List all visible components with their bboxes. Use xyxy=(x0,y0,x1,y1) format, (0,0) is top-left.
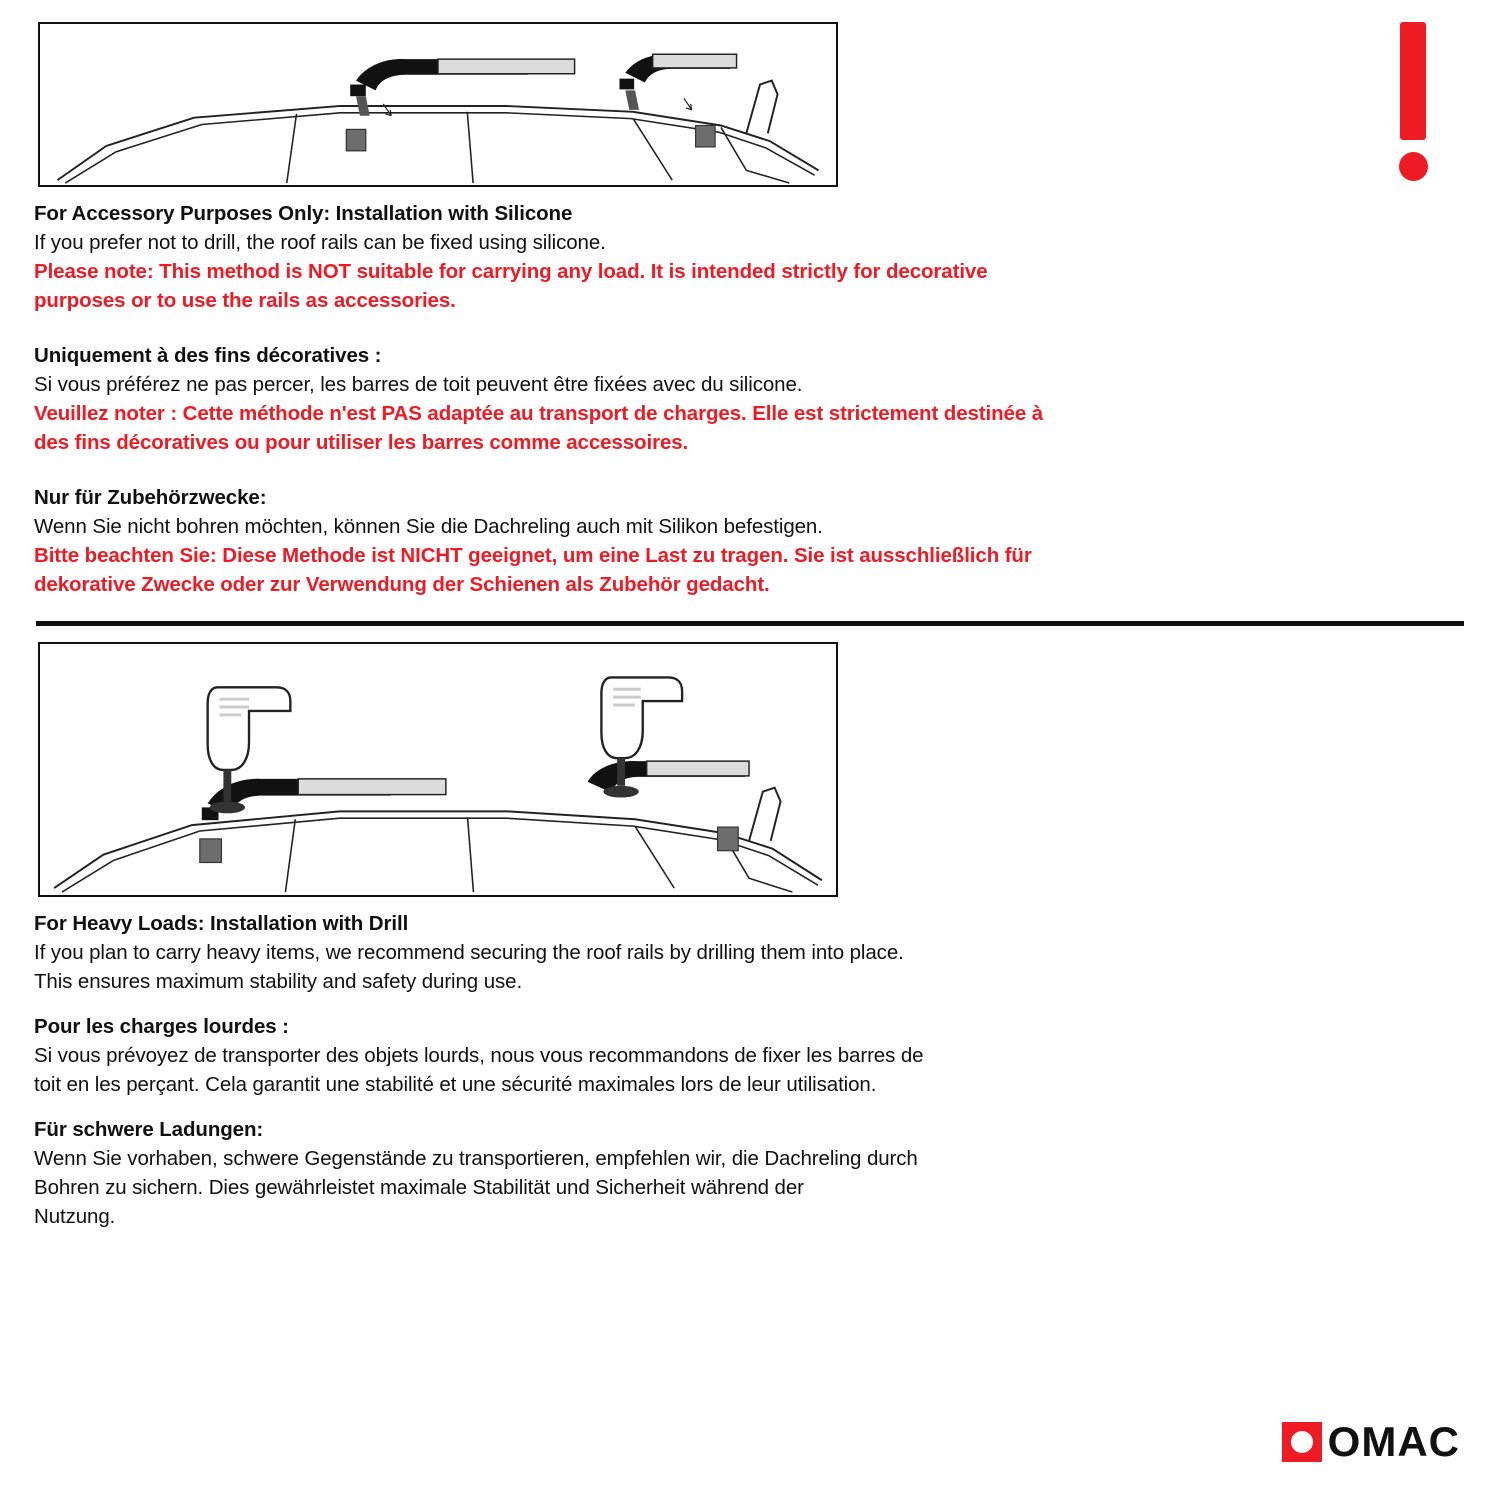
drill-text-block xyxy=(34,909,1466,1231)
silicone-heading-fr: Uniquement à des fins décoratives : xyxy=(34,344,382,367)
exclamation-dot xyxy=(1399,152,1428,181)
omac-logo xyxy=(1282,1418,1460,1466)
drill-body-en-2: This ensures maximum stability and safety during use. xyxy=(34,970,523,993)
silicone-note-en-1: Please note: This method is NOT suitable for carrying any load. It is intended strictly for decorative xyxy=(34,260,988,283)
exclamation-bar xyxy=(1400,22,1426,140)
silicone-body-fr: Si vous préférez ne pas percer, les barres de toit peuvent être fixées avec du silicone. xyxy=(34,373,803,396)
drill-body-fr-2: toit en les perçant. Cela garantit une stabilité et une sécurité maximales lors de leur utilisation. xyxy=(34,1073,877,1096)
drill-installation-illustration xyxy=(38,642,838,897)
silicone-installation-illustration xyxy=(38,22,838,187)
drill-heading-fr: Pour les charges lourdes : xyxy=(34,1015,289,1038)
silicone-note-fr-1: Veuillez noter : Cette méthode n'est PAS adaptée au transport de charges. Elle est strictement destinée à xyxy=(34,402,1044,425)
drill-body-en-1: If you plan to carry heavy items, we recommend securing the roof rails by drilling them into place. xyxy=(34,941,904,964)
omac-logo-text: OMAC xyxy=(1327,1418,1460,1465)
section-divider xyxy=(36,621,1464,626)
silicone-note-en-2: purposes or to use the rails as accessories. xyxy=(34,289,456,312)
silicone-text-block xyxy=(34,199,1466,599)
silicone-note-fr-2: des fins décoratives ou pour utiliser les barres comme accessoires. xyxy=(34,431,689,454)
silicone-note-de-1: Bitte beachten Sie: Diese Methode ist NICHT geeignet, um eine Last zu tragen. Sie ist ausschließlich für xyxy=(34,544,1032,567)
drill-body-de-3: Nutzung. xyxy=(34,1205,116,1228)
exclamation-warning-icon xyxy=(1390,22,1436,181)
silicone-body-de: Wenn Sie nicht bohren möchten, können Sie die Dachreling auch mit Silikon befestigen. xyxy=(34,515,823,538)
silicone-note-de-2: dekorative Zwecke oder zur Verwendung der Schienen als Zubehör gedacht. xyxy=(34,573,770,596)
silicone-heading-en: For Accessory Purposes Only: Installation with Silicone xyxy=(34,202,573,225)
drill-body-de-1: Wenn Sie vorhaben, schwere Gegenstände zu transportieren, empfehlen wir, die Dachreling durch xyxy=(34,1147,918,1170)
omac-logo-mark-icon xyxy=(1282,1422,1322,1462)
drill-heading-en: For Heavy Loads: Installation with Drill xyxy=(34,912,409,935)
silicone-heading-de: Nur für Zubehörzwecke: xyxy=(34,486,267,509)
drill-body-de-2: Bohren zu sichern. Dies gewährleistet maximale Stabilität und Sicherheit während der xyxy=(34,1176,804,1199)
drill-body-fr-1: Si vous prévoyez de transporter des objets lourds, nous vous recommandons de fixer les barres de xyxy=(34,1044,924,1067)
drill-heading-de: Für schwere Ladungen: xyxy=(34,1118,264,1141)
silicone-body-en: If you prefer not to drill, the roof rails can be fixed using silicone. xyxy=(34,231,606,254)
